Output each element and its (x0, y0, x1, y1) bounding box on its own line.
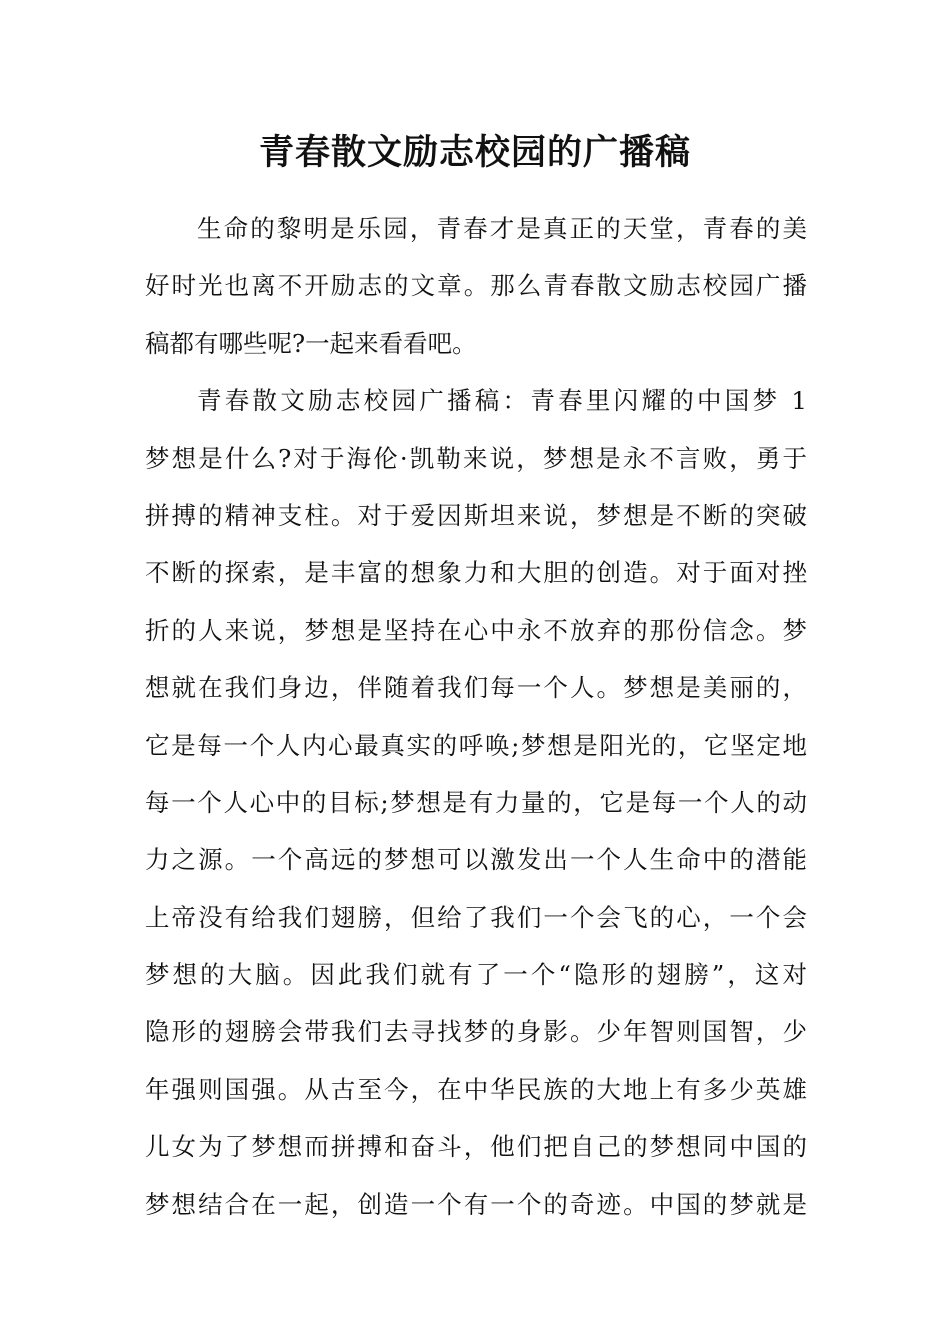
text-line: 它是每一个人内心最真实的呼唤;梦想是阳光的，它坚定地 (145, 730, 807, 760)
text-line: 上帝没有给我们翅膀，但给了我们一个会飞的心，一个会 (145, 902, 807, 932)
text-line: 好时光也离不开励志的文章。那么青春散文励志校园广播 (145, 271, 807, 301)
text-line: 想就在我们身边，伴随着我们每一个人。梦想是美丽的， (145, 673, 807, 703)
paragraph-intro (145, 200, 807, 372)
text-line: 生命的黎明是乐园，青春才是真正的天堂，青春的美 (197, 214, 807, 243)
text-line: 梦想结合在一起，创造一个有一个的奇迹。中国的梦就是 (145, 1189, 807, 1219)
text-line: 拼搏的精神支柱。对于爱因斯坦来说，梦想是不断的突破 (145, 500, 807, 530)
text-line: 年强则国强。从古至今，在中华民族的大地上有多少英雄 (145, 1074, 807, 1104)
text-line: 折的人来说，梦想是坚持在心中永不放弃的那份信念。梦 (145, 615, 807, 645)
text-line: 力之源。一个高远的梦想可以激发出一个人生命中的潜能 (145, 845, 807, 875)
text-line: 每一个人心中的目标;梦想是有力量的，它是每一个人的动 (145, 787, 807, 817)
document-body (145, 200, 807, 1233)
text-line: 儿女为了梦想而拼搏和奋斗，他们把自己的梦想同中国的 (145, 1132, 807, 1162)
text-line: 梦想是什么?对于海伦·凯勒来说，梦想是永不言败，勇于 (145, 443, 807, 473)
document-title: 青春散文励志校园的广播稿 (258, 132, 691, 173)
text-line: 青春散文励志校园广播稿：青春里闪耀的中国梦 1 (197, 386, 807, 416)
text-line: 稿都有哪些呢?一起来看看吧。 (145, 328, 477, 358)
text-line: 不断的探索，是丰富的想象力和大胆的创造。对于面对挫 (145, 558, 807, 588)
text-line: 隐形的翅膀会带我们去寻找梦的身影。少年智则国智，少 (145, 1017, 807, 1047)
text-line: 梦想的大脑。因此我们就有了一个“隐形的翅膀”，这对 (145, 960, 807, 990)
paragraph-main (145, 372, 807, 1233)
